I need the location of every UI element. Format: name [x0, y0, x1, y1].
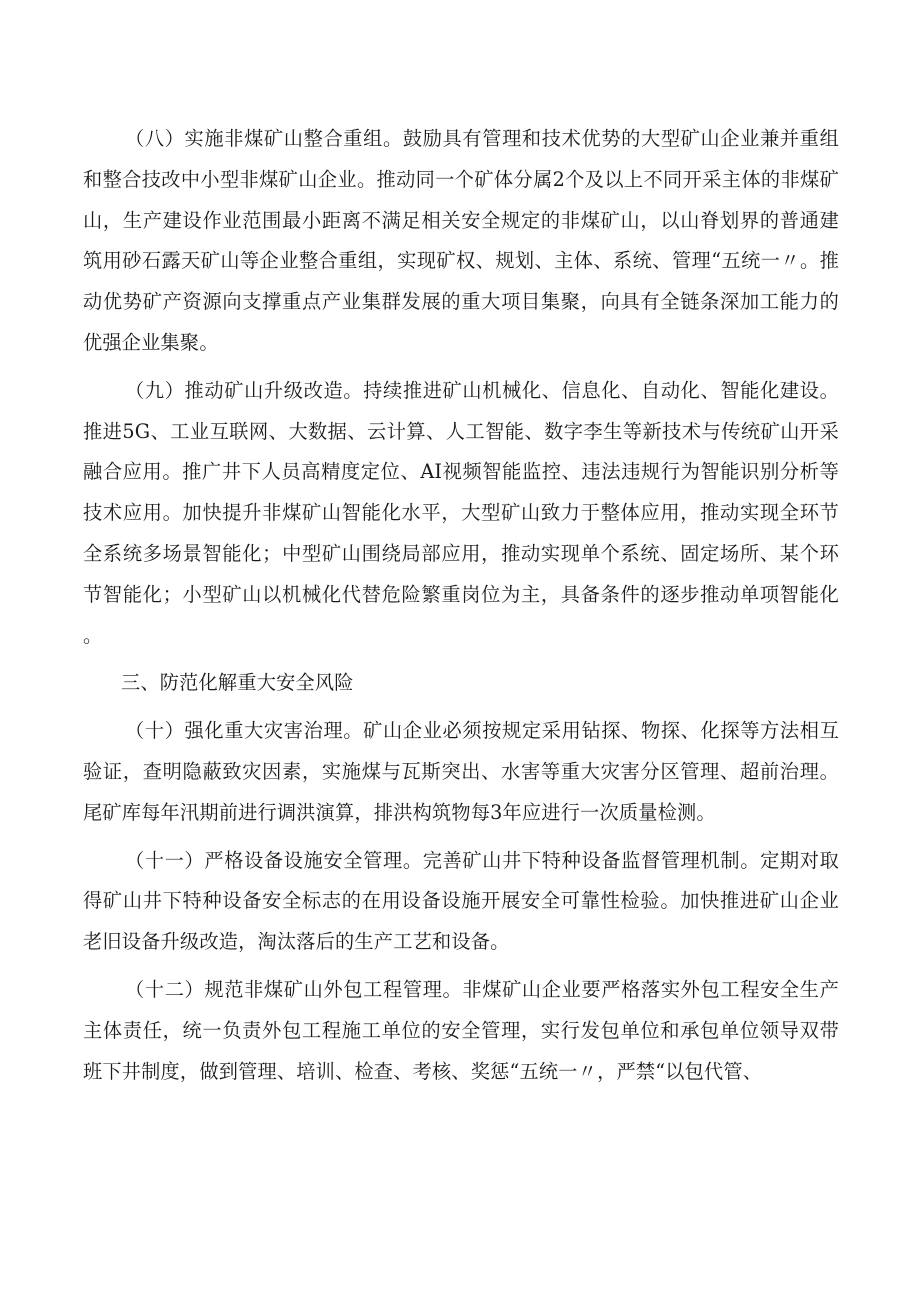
paragraph-upgrade: （九）推动矿山升级改造。持续推进矿山机械化、信息化、自动化、智能化建设。推进5G、工业互联网、大数据、云计算、人工智能、数字李生等新技术与传统矿山开采融合应用。推广井下人员高精度定位、AI视频智能监控、违法违规行为智能识别分析等技术应用。加快提升非煤矿山智能化水平，大型矿山致力于整体应用，推动实现全环节全系统多场景智能化；中型矿山围绕局部应用，推动实现单个系统、固定场所、某个环节智能化；小型矿山以机械化代替危险繁重岗位为主，具备条件的逐步推动单项智能化。	[83, 378, 839, 647]
paragraph-equipment-safety: （十一）严格设备设施安全管理。完善矿山井下特种设备监督管理机制。定期对取得矿山井下特种设备安全标志的在用设备设施开展安全可靠性检验。加快推进矿山企业老旧设备升级改造，淘汰落后的生产工艺和设备。	[83, 848, 839, 954]
paragraph-outsourcing: （十二）规范非煤矿山外包工程管理。非煤矿山企业要严格落实外包工程安全生产主体责任，统一负责外包工程施工单位的安全管理，实行发包单位和承包单位领导双带班下井制度，做到管理、培训、检查、考核、奖惩“五统一〃，严禁“以包代管、	[83, 977, 839, 1083]
paragraph-disaster-control: （十）强化重大灾害治理。矿山企业必须按规定采用钻探、物探、化探等方法相互验证，查明隐蔽致灾因素，实施煤与瓦斯突出、水害等重大灾害分区管理、超前治理。尾矿库每年汛期前进行调洪演算，排洪构筑物每3年应进行一次质量检测。	[83, 719, 839, 824]
document-body	[83, 119, 839, 1099]
section-heading-risk: 三、防范化解重大安全风险	[121, 671, 354, 695]
paragraph-consolidation: （八）实施非煤矿山整合重组。鼓励具有管理和技术优势的大型矿山企业兼并重组和整合技改中小型非煤矿山企业。推动同一个矿体分属2个及以上不同开采主体的非煤矿山，生产建设作业范围最小距离不满足相关安全规定的非煤矿山，以山脊划界的普通建筑用砂石露天矿山等企业整合重组，实现矿权、规划、主体、系统、管理“五统一〃。推动优势矿产资源向支撑重点产业集群发展的重大项目集聚，向具有全链条深加工能力的优强企业集聚。	[83, 127, 839, 354]
